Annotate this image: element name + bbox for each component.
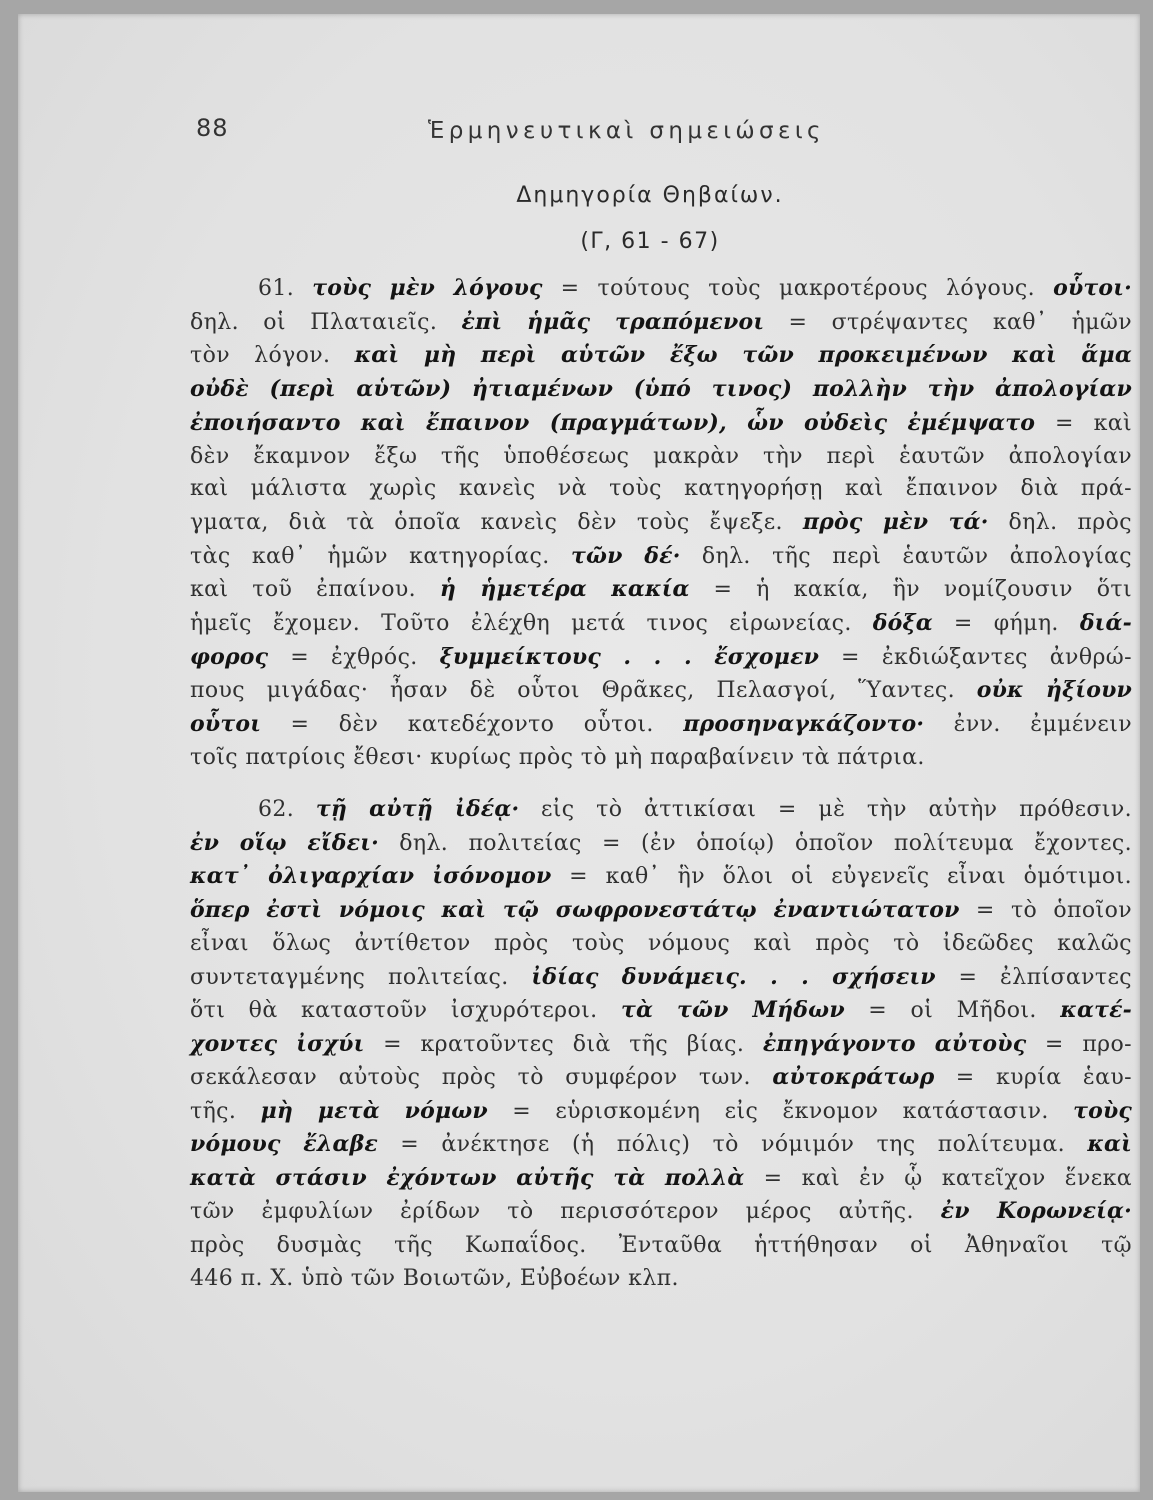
lemma-text: πρὸς μὲν τά· (802, 508, 989, 535)
gloss-text: = ἐλπίσαντες (935, 964, 1132, 990)
gloss-text: = τὸ ὁποῖον (959, 897, 1132, 923)
gloss-text: 62. (258, 797, 316, 822)
gloss-text: 446 π. Χ. ὑπὸ τῶν Βοιωτῶν, Εὐβοέων κλπ. (190, 1266, 679, 1291)
gloss-text: = τούτους τοὺς μακροτέρους λόγους. (542, 276, 1054, 301)
gloss-text: πους μιγάδας· ἦσαν δὲ οὗτοι Θρᾶκες, Πελασγοί, Ὕαντες. (190, 678, 977, 704)
gloss-text: τῶν ἐμφυλίων ἐρίδων τὸ περισσότερον μέρος αὐτῆς. (190, 1199, 941, 1224)
text-line (190, 994, 1132, 1028)
lemma-text: οὗτοι (190, 711, 262, 738)
text-line (190, 473, 1132, 506)
text-line (190, 860, 1132, 894)
paragraph-62 (190, 793, 1132, 1296)
gloss-text: γματα, διὰ τὰ ὁποῖα κανεὶς δὲν τοὺς ἔψεξε. (190, 509, 803, 535)
lemma-text: ἰδίας δυνάμεις. . . σχήσειν (531, 963, 936, 990)
lemma-text: χοντες ἰσχύι (190, 1030, 365, 1057)
gloss-text: δηλ. τῆς περὶ ἑαυτῶν ἀπολογίας (680, 543, 1132, 569)
running-title: Ἑρμηνευτικαὶ σημειώσεις (428, 118, 825, 144)
gloss-text: = ἐκδιώξαντες ἀνθρώ- (819, 644, 1132, 670)
lemma-text: δόξα (872, 610, 933, 637)
lemma-text: ἐποιήσαντο καὶ ἔπαινον (πραγμάτων), ὧν οὐδεὶς ἐμέμψατο (190, 409, 1036, 436)
text-line (190, 607, 1132, 641)
gloss-text: τοῖς πατρίοις ἔθεσι· κυρίως πρὸς τὸ μὴ παραβαίνειν τὰ πάτρια. (190, 744, 925, 770)
gloss-text: καὶ μάλιστα χωρὶς κανεὶς νὰ τοὺς κατηγορήσῃ καὶ ἔπαινον διὰ πρά- (190, 476, 1132, 502)
text-line (190, 1262, 1132, 1296)
lemma-text: φορος (190, 643, 269, 670)
lemma-text: ὅπερ ἐστὶ νόμοις καὶ τῷ σωφρονεστάτῳ ἐναντιώτατον (190, 896, 960, 923)
text-line (190, 540, 1132, 574)
text-line (190, 407, 1132, 441)
gloss-text: τῆς. (190, 1098, 261, 1124)
gloss-text: ἐνν. ἐμμένειν (924, 712, 1132, 738)
lemma-text: κατὰ στάσιν ἐχόντων αὐτῆς τὰ πολλὰ (190, 1164, 745, 1191)
lemma-text: τῶν δέ· (570, 542, 681, 569)
lemma-text: ξυμμείκτους . . . ἔσχομεν (439, 643, 820, 670)
gloss-text: = καθ᾽ ἣν ὅλοι οἱ εὐγενεῖς εἶναι ὁμότιμοι. (551, 864, 1132, 889)
lemma-text: προσηναγκάζοντο· (683, 711, 925, 738)
text-line (190, 339, 1132, 373)
gloss-text: δηλ. οἱ Πλαταιεῖς. (190, 309, 462, 335)
gloss-text: = καὶ ἐν ᾧ κατεῖχον ἕνεκα (744, 1165, 1132, 1191)
gloss-text: = φήμη. (932, 611, 1080, 637)
lemma-text: οὐκ ἠξίουν (976, 677, 1132, 704)
gloss-text: = στρέψαντες καθ᾽ ἡμῶν (764, 309, 1132, 335)
text-line (190, 272, 1132, 306)
gloss-text: = ἐχθρός. (268, 644, 440, 670)
lemma-text: κατέ- (1060, 997, 1132, 1023)
lemma-text: διά- (1079, 610, 1132, 637)
text-line (190, 306, 1132, 340)
lemma-text: νόμους ἔλαβε (190, 1131, 379, 1157)
text-line (190, 674, 1132, 708)
paragraph-61 (190, 272, 1132, 775)
text-line (190, 441, 1132, 474)
text-line (190, 573, 1132, 607)
lemma-text: καὶ μὴ περὶ αὑτῶν ἔξω τῶν προκειμένων καὶ ἅμα (354, 342, 1132, 369)
text-line (190, 742, 1132, 775)
gloss-text: σεκάλεσαν αὐτοὺς πρὸς τὸ συμφέρον των. (190, 1065, 773, 1090)
section-range: (Γ, 61 - 67) (580, 229, 720, 254)
text-line (190, 793, 1132, 827)
gloss-text: τὰς καθ᾽ ἡμῶν κατηγορίας. (190, 543, 571, 569)
lemma-text: ἐν οἵῳ εἴδει· (190, 829, 379, 856)
gloss-text: πρὸς δυσμὰς τῆς Κωπαΐδος. Ἐνταῦθα ἡττήθησαν οἱ Ἀθηναῖοι τῷ (190, 1232, 1132, 1258)
gloss-text: = κυρία ἑαυ- (934, 1065, 1132, 1090)
lemma-text: ἐπὶ ἡμᾶς τραπόμενοι (461, 308, 765, 335)
lemma-text: μὴ μετὰ νόμων (260, 1097, 488, 1124)
gloss-text: = καὶ (1035, 410, 1132, 436)
gloss-text: δηλ. πολιτείας = (ἐν ὁποίῳ) ὁποῖον πολίτευμα ἔχοντες. (378, 830, 1132, 856)
lemma-text: οὗτοι· (1053, 275, 1132, 301)
gloss-text: = ἀνέκτησε (ἡ πόλις) τὸ νόμιμόν της πολίτευμα. (378, 1132, 1088, 1157)
gloss-text: συντεταγμένης πολιτείας. (190, 964, 532, 990)
text-line (190, 1195, 1132, 1229)
lemma-text: τὰ τῶν Μήδων (621, 997, 845, 1023)
page-number: 88 (196, 114, 229, 142)
text-line (190, 373, 1132, 407)
lemma-text: αὐτοκράτωρ (772, 1064, 935, 1090)
lemma-text: ἡ ἡμετέρα κακία (439, 576, 690, 603)
gloss-text: δηλ. πρὸς (988, 509, 1132, 535)
section-title: Δημηγορία Θηβαίων. (516, 183, 784, 208)
text-line (190, 641, 1132, 675)
text-line (190, 894, 1132, 928)
text-line (190, 1229, 1132, 1263)
gloss-text: εἶναι ὅλως ἀντίθετον πρὸς τοὺς νόμους καὶ πρὸς τὸ ἰδεῶδες καλῶς (190, 931, 1132, 956)
lemma-text: τοὺς μὲν λόγους (312, 275, 543, 301)
gloss-text: ὅτι θὰ καταστοῦν ἰσχυρότεροι. (190, 998, 621, 1023)
gloss-text: ἡμεῖς ἔχομεν. Τοῦτο ἐλέχθη μετά τινος εἰρωνείας. (190, 611, 873, 637)
gloss-text: = δὲν κατεδέχοντο οὗτοι. (261, 712, 684, 738)
text-line (190, 1162, 1132, 1196)
text-line (190, 1095, 1132, 1129)
text-line (190, 1061, 1132, 1095)
gloss-text: δὲν ἔκαμνον ἔξω τῆς ὑποθέσεως μακρὰν τὴν περὶ ἑαυτῶν ἀπολογίαν (190, 443, 1132, 469)
gloss-text: = οἱ Μῆδοι. (844, 998, 1061, 1023)
text-line (190, 1028, 1132, 1062)
gloss-text: = κρατοῦντες διὰ τῆς βίας. (364, 1031, 763, 1057)
text-line (190, 961, 1132, 995)
gloss-text: εἰς τὸ ἀττικίσαι = μὲ τὴν αὐτὴν πρόθεσιν. (519, 797, 1132, 822)
gloss-text: = ἡ κακία, ἣν νομίζουσιν ὅτι (689, 577, 1132, 603)
lemma-text: ἐπηγάγοντο αὐτοὺς (762, 1030, 1027, 1057)
text-line (190, 827, 1132, 861)
gloss-text: = προ- (1026, 1031, 1132, 1057)
gloss-text: καὶ τοῦ ἐπαίνου. (190, 577, 440, 603)
lemma-text: κατ᾽ ὀλιγαρχίαν ἰσόνομον (190, 863, 552, 889)
lemma-text: καὶ (1087, 1131, 1132, 1157)
text-line (190, 708, 1132, 742)
lemma-text: τοὺς (1073, 1097, 1132, 1124)
lemma-text: τῇ αὐτῇ ἰδέᾳ· (315, 796, 520, 822)
text-line (190, 1128, 1132, 1162)
lemma-text: ἐν Κορωνείᾳ· (940, 1198, 1132, 1224)
gloss-text: τὸν λόγον. (190, 343, 355, 369)
gloss-text: 61. (258, 276, 313, 301)
gloss-text: = εὑρισκομένη εἰς ἔκνομον κατάστασιν. (487, 1098, 1074, 1124)
lemma-text: οὐδὲ (περὶ αὑτῶν) ἠτιαμένων (ὑπό τινος) πολλὴν τὴν ἀπολογίαν (190, 376, 1132, 403)
text-line (190, 927, 1132, 961)
text-line (190, 506, 1132, 540)
